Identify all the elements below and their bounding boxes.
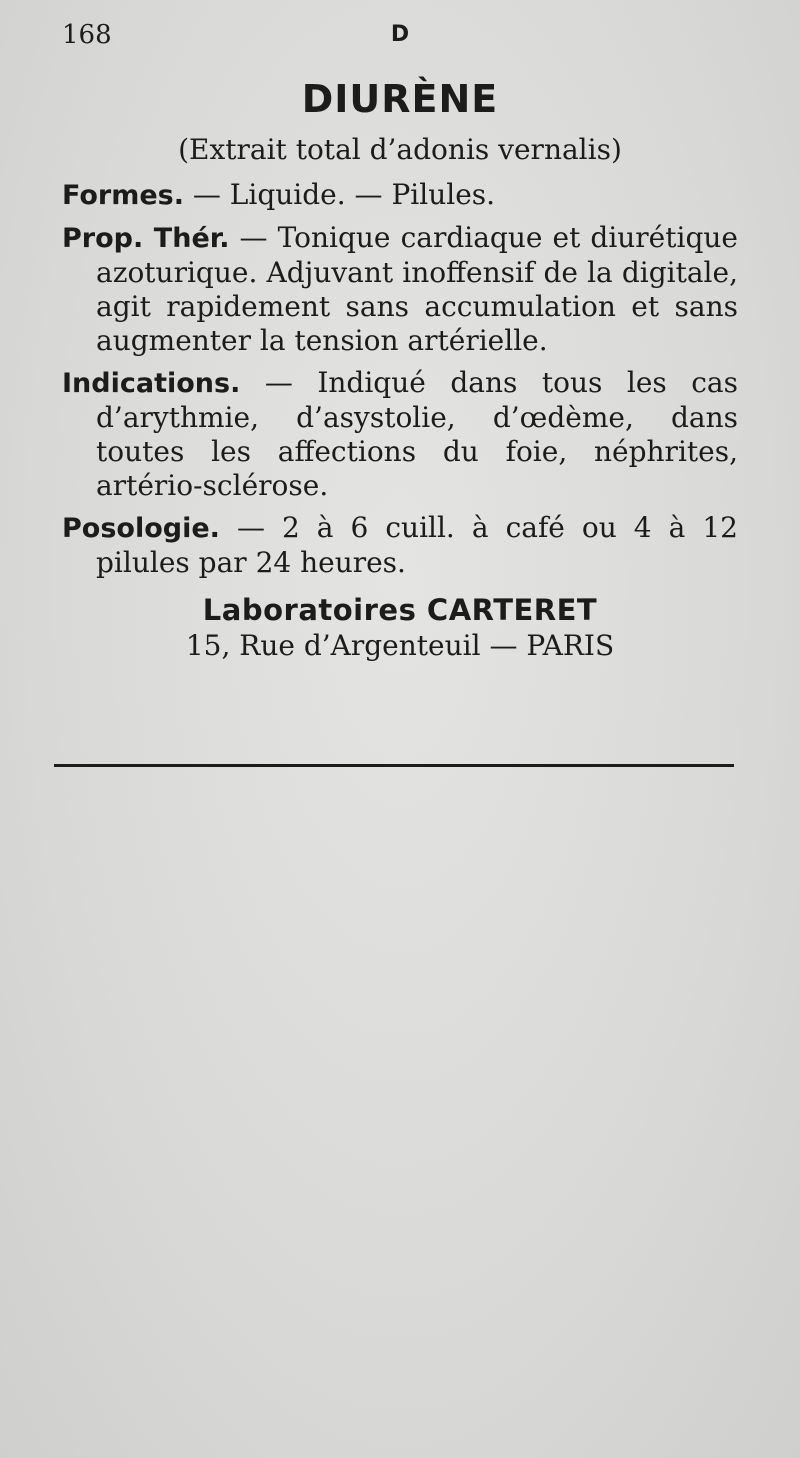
- entry-title: DIURÈNE: [301, 77, 499, 121]
- drug-entry: [62, 76, 738, 664]
- prop-ther-paragraph: [62, 221, 738, 358]
- laboratory-address: 15, Rue d’Argenteuil — PARIS: [185, 629, 615, 662]
- posologie-text: — 2 à 6 cuill. à café ou 4 à 12 pilules par 24 heures.: [96, 511, 738, 579]
- formes-text: — Liquide. — Pilules.: [184, 178, 496, 211]
- posologie-label: Posologie.: [62, 513, 220, 544]
- posologie-paragraph: [62, 511, 738, 580]
- prop-ther-label: Prop. Thér.: [62, 223, 230, 254]
- section-letter: D: [390, 22, 410, 47]
- entry-subtitle: (Extrait total d’adonis vernalis): [178, 133, 622, 166]
- formes-paragraph: [62, 178, 738, 213]
- page-header: [62, 20, 738, 60]
- bleed-through-bottom: [40, 790, 760, 1430]
- indications-paragraph: [62, 366, 738, 503]
- indications-text: — Indiqué dans tous les cas d’arythmie, d’asystolie, d’œdème, dans toutes les affections du foie, néphrites, artério-sclérose.: [96, 366, 738, 502]
- indications-label: Indications.: [62, 368, 241, 399]
- prop-ther-text: — Tonique cardiaque et diurétique azoturique. Adjuvant inoffensif de la digitale, agit rapidement sans accumulation et sans augmenter la tension artérielle.: [96, 221, 738, 357]
- page-number: 168: [62, 20, 112, 50]
- divider-rule: [54, 764, 734, 767]
- laboratory-name: Laboratoires CARTERET: [202, 593, 598, 627]
- formes-label: Formes.: [62, 180, 184, 211]
